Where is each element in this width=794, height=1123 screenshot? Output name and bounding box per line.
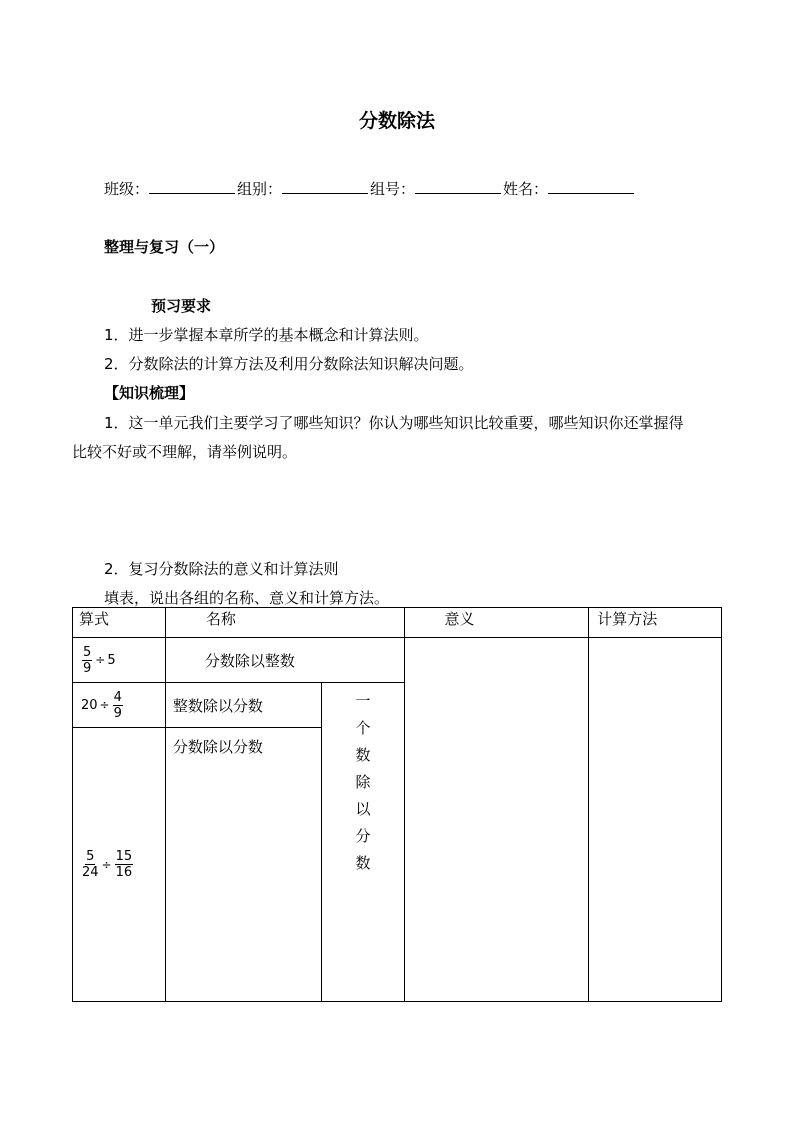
question-2-instruction: 填表，说出各组的名称、意义和计算方法。	[104, 589, 390, 607]
group-label: 组别：	[237, 180, 283, 198]
question-1-continued: 比较不好或不理解，请举例说明。	[72, 443, 298, 461]
page-title: 分数除法	[358, 110, 435, 132]
review-table	[72, 607, 722, 1002]
student-info-line	[104, 178, 636, 199]
expression-cell: $\frac{5}{9}$ ÷ 5	[73, 638, 166, 683]
meaning-cell	[405, 638, 589, 1002]
knowledge-heading: 【知识梳理】	[104, 384, 195, 402]
name-blank	[548, 179, 634, 194]
merged-label-cell	[321, 683, 405, 1002]
fraction: $\frac{5}{9}$	[83, 644, 92, 676]
method-cell	[589, 638, 722, 1002]
table-row	[73, 638, 722, 683]
fraction: $\frac{4}{9}$	[113, 689, 122, 721]
question-2: 2．复习分数除法的意义和计算法则	[104, 560, 339, 578]
table-header-row	[73, 608, 722, 638]
name-cell: 分数除以整数	[165, 638, 405, 683]
preview-item: 1．进一步掌握本章所学的基本概念和计算法则。	[104, 326, 429, 344]
header-expression: 算式	[73, 608, 166, 638]
expression-cell: $\frac{5}{24}$ ÷ $\frac{15}{16}$	[73, 728, 166, 1002]
merged-label: 一个数除以分数	[353, 693, 372, 882]
expression-cell: 20 ÷ $\frac{4}{9}$	[73, 683, 166, 728]
header-meaning: 意义	[405, 608, 589, 638]
fraction: $\frac{5}{24}$	[82, 849, 99, 880]
class-label: 班级：	[104, 180, 150, 198]
preview-item: 2．分数除法的计算方法及利用分数除法知识解决问题。	[104, 355, 474, 373]
header-method: 计算方法	[589, 608, 722, 638]
section-title: 整理与复习（一）	[104, 238, 225, 256]
group-no-blank	[415, 179, 501, 194]
name-cell: 整数除以分数	[165, 683, 321, 728]
question-1: 1．这一单元我们主要学习了哪些知识？你认为哪些知识比较重要，哪些知识你还掌握得	[104, 414, 684, 432]
class-blank	[149, 179, 235, 194]
fraction: $\frac{15}{16}$	[115, 849, 133, 880]
name-label: 姓名：	[503, 180, 549, 198]
preview-heading: 预习要求	[151, 297, 212, 315]
group-no-label: 组号：	[370, 180, 416, 198]
name-cell: 分数除以分数	[165, 728, 321, 1002]
group-blank	[282, 179, 368, 194]
header-name: 名称	[165, 608, 405, 638]
